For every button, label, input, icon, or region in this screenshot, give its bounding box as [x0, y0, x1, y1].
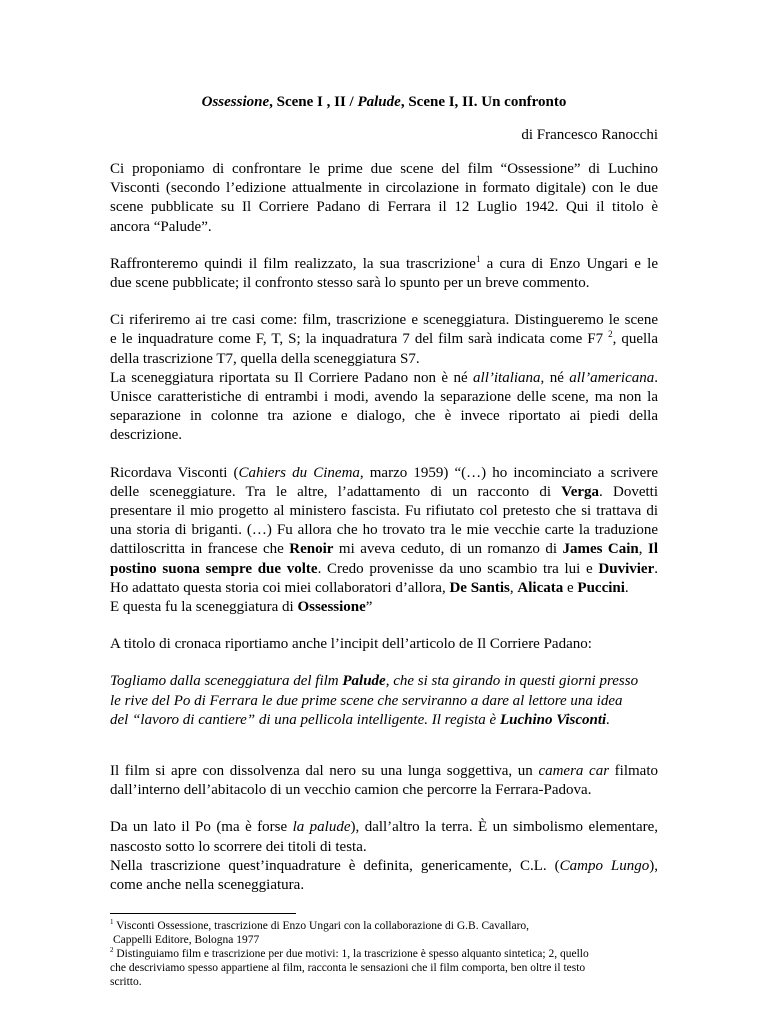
- p3-line-1: Ci riferiremo ai tre casi come: film, trascrizione e sceneggiatura. Distingueremo le scene: [110, 312, 658, 329]
- paragraph-3: [110, 311, 658, 445]
- p4-line-5: [110, 540, 658, 559]
- p4-de-santis: De Santis: [449, 579, 510, 596]
- p1-line-4: ancora “Palude”.: [110, 218, 212, 235]
- document-author: di Francesco Ranocchi: [521, 127, 658, 143]
- p4-line-8: [110, 598, 658, 617]
- p4-line-6-text-b: . Credo provenisse da uno scambio tra lui e: [317, 560, 599, 577]
- p2-line-2: due scene pubblicate; il confronto stesso sarà lo spunto per un breve commento.: [110, 275, 590, 292]
- p4-postino: postino suona sempre due volte: [110, 560, 318, 577]
- p3-line-4-text-b: , né: [540, 369, 570, 386]
- p7-line-1: [110, 762, 658, 781]
- p3-line-4-italiana: all’italiana: [473, 369, 541, 386]
- footnote-ref-1: 1: [475, 253, 481, 264]
- footnote-2-line-1: [110, 947, 670, 961]
- p2-line-1-text-a: Raffronteremo quindi il film realizzato, la sua trascrizione: [110, 255, 476, 272]
- p3-line-7: descrizione.: [110, 427, 183, 444]
- paragraph-5: [110, 635, 658, 654]
- p3-line-3: della trascrizione T7, quella della sceneggiatura S7.: [110, 350, 420, 367]
- p4-line-1-text-b: , marzo 1959) “(…) ho incominciato a scrivere: [359, 464, 658, 481]
- p6-line-3-text-c: .: [606, 711, 610, 728]
- p6-line-1-text-c: , che si sta girando in questi giorni presso: [385, 673, 639, 690]
- p4-verga: Verga: [561, 483, 600, 500]
- p3-line-4-text-a: La sceneggiatura riportata su Il Corriere Padano non è né: [110, 369, 474, 386]
- p4-cahiers: Cahiers du Cinema: [238, 464, 360, 481]
- p8-line-1: [110, 818, 658, 837]
- p6-luchino-visconti: Luchino Visconti: [499, 711, 607, 728]
- p4-ossessione: Ossessione: [297, 599, 366, 616]
- p8-line-4: come anche nella sceneggiatura.: [110, 877, 305, 894]
- p4-puccini: Puccini: [577, 579, 625, 596]
- p4-line-7-text-a: Ho adattato questa storia coi miei collaboratori d’allora,: [110, 579, 450, 596]
- p4-line-8-text-a: E questa fu la sceneggiatura di: [110, 599, 298, 616]
- footnote-2-text-1: Distinguiamo film e trascrizione per due motivi: 1, la trascrizione è spesso alquanto sintetica; 2, quello: [113, 948, 589, 960]
- footnote-2-line-2: che descriviamo spesso appartiene al film, racconta le sensazioni che il film comporta, ben oltre il testo: [110, 962, 586, 974]
- p3-line-6: separazione in colonne tra azione e dialogo, che è invece riportato ai piedi della: [110, 408, 658, 425]
- footnote-2-line-3: scritto.: [110, 976, 142, 988]
- p6-line-1: [110, 672, 658, 691]
- paragraph-2: [110, 255, 658, 293]
- p4-line-7-text-g: .: [624, 579, 629, 596]
- paragraph-7: [110, 762, 658, 800]
- vertical-gap: [110, 748, 658, 762]
- p7-line-1-text-b: filmato: [609, 763, 658, 780]
- p8-line-3-text-b: ),: [649, 857, 658, 874]
- p6-palude: Palude: [342, 673, 386, 690]
- p1-line-1: Ci proponiamo di confrontare le prime due scene del film “Ossessione” di Luchino: [110, 161, 658, 177]
- p4-il: Il: [648, 541, 659, 558]
- p3-line-4: [110, 369, 658, 388]
- title-scene-ref-2: , Scene I, II. Un confronto: [400, 94, 567, 110]
- p3-line-5: Unisce caratteristiche di entrambi i modi, avendo la separazione delle scene, ma non la: [110, 389, 658, 406]
- p4-line-5-text-e: ,: [638, 541, 648, 558]
- p3-line-2-text-b: , quella: [612, 331, 658, 348]
- p4-line-6: [110, 560, 658, 579]
- p4-james-cain: James Cain: [562, 541, 639, 558]
- p8-line-3: [110, 857, 658, 876]
- title-scene-ref-1: , Scene I , II /: [269, 94, 358, 110]
- p8-campo-lungo: Campo Lungo: [559, 857, 650, 874]
- p8-line-3-text-a: Nella trascrizione quest’inquadrature è definita, genericamente, C.L. (: [110, 857, 560, 874]
- p4-line-5-text-a: dattiloscritta in francese che: [110, 541, 290, 558]
- footnote-1-number: 1: [110, 918, 114, 927]
- p3-line-2: [110, 330, 658, 349]
- p4-line-7-text-c: ,: [509, 579, 518, 596]
- title-palude: Palude: [357, 94, 401, 110]
- p7-line-1-text-a: Il film si apre con dissolvenza dal nero su una lunga soggettiva, un: [110, 763, 539, 780]
- footnote-1-line-2: Cappelli Editore, Bologna 1977: [113, 934, 260, 946]
- p8-line-1-text-a: Da un lato il Po (ma è forse: [110, 819, 293, 836]
- p4-line-3: presentare il mio progetto al ministero fascista. Fu rifiutato col pretesto che si trattava di: [110, 503, 658, 520]
- p5-line-1: A titolo di cronaca riportiamo anche l’incipit dell’articolo de Il Corriere Padano:: [110, 636, 592, 653]
- title-ossessione: Ossessione: [201, 94, 270, 110]
- document-body: [110, 160, 658, 913]
- footnote-1-text-1: Visconti Ossessione, trascrizione di Enzo Ungari con la collaborazione di G.B. Cavallaro,: [113, 920, 530, 932]
- footnote-separator: [110, 913, 296, 914]
- p4-line-7: [110, 579, 658, 598]
- paragraph-4: [110, 464, 658, 618]
- p4-line-1-text-a: Ricordava Visconti (: [110, 464, 239, 481]
- p4-line-1: [110, 464, 658, 483]
- p2-line-1: [110, 255, 658, 274]
- p8-la-palude: la palude: [292, 819, 351, 836]
- footnotes: [110, 919, 670, 989]
- document-title: [110, 93, 658, 111]
- p8-line-2: nascosto sotto lo scorrere dei titoli di testa.: [110, 838, 367, 855]
- footnote-1-line-1: [110, 919, 670, 933]
- p4-duvivier: Duvivier: [598, 560, 655, 577]
- p3-line-4-text-c: .: [654, 369, 658, 386]
- p4-line-2-text-c: . Dovetti: [599, 483, 658, 500]
- footnote-ref-2: 2: [608, 329, 613, 340]
- p6-line-3: [110, 711, 658, 730]
- p3-line-2-text-a: e le inquadrature come F, T, S; la inquadratura 7 del film sarà indicata come F7: [110, 331, 609, 348]
- p4-alicata: Alicata: [517, 579, 564, 596]
- p6-line-2: le rive del Po di Ferrara le due prime scene che serviranno a dare al lettore una idea: [110, 692, 623, 709]
- p7-camera-car: camera car: [538, 763, 610, 780]
- p3-line-4-americana: all’americana: [569, 369, 655, 386]
- p4-line-6-text-d: .: [654, 560, 658, 577]
- p4-line-7-text-e: e: [563, 579, 578, 596]
- p4-line-2: [110, 483, 658, 502]
- p7-line-2: dall’interno dell’abitacolo di un vecchio camion che percorre la Ferrara-Padova.: [110, 782, 592, 799]
- p1-line-3: scene pubblicate su Il Corriere Padano di Ferrara il 12 Luglio 1942. Qui il titolo è: [110, 199, 658, 216]
- p4-line-4: una storia di briganti. (…) Fu allora che ho trovato tra le mie vecchie carte la traduzione: [110, 522, 658, 539]
- p1-line-2: Visconti (secondo l’edizione attualmente in circolazione in formato digitale) con le due: [110, 180, 658, 197]
- p6-line-3-text-a: del “lavoro di cantiere” di una pellicola intelligente. Il regista è: [110, 711, 500, 728]
- p4-line-2-text-a: delle sceneggiature. Tra le altre, l’adattamento di un racconto di: [110, 483, 562, 500]
- paragraph-1: [110, 160, 658, 237]
- paragraph-8: [110, 818, 658, 895]
- p8-line-1-text-b: ), dall’altro la terra. È un simbolismo elementare,: [350, 819, 659, 836]
- p6-line-1-text-a: Togliamo dalla sceneggiatura del film: [110, 673, 343, 690]
- p2-line-1-text-b: a cura di Enzo Ungari e le: [480, 255, 658, 272]
- p4-renoir: Renoir: [289, 541, 334, 558]
- footnote-2-number: 2: [110, 946, 114, 955]
- p4-line-5-text-c: mi aveva ceduto, di un romanzo di: [333, 541, 563, 558]
- paragraph-6-quote: [110, 672, 658, 730]
- p4-line-8-text-c: ”: [365, 599, 373, 616]
